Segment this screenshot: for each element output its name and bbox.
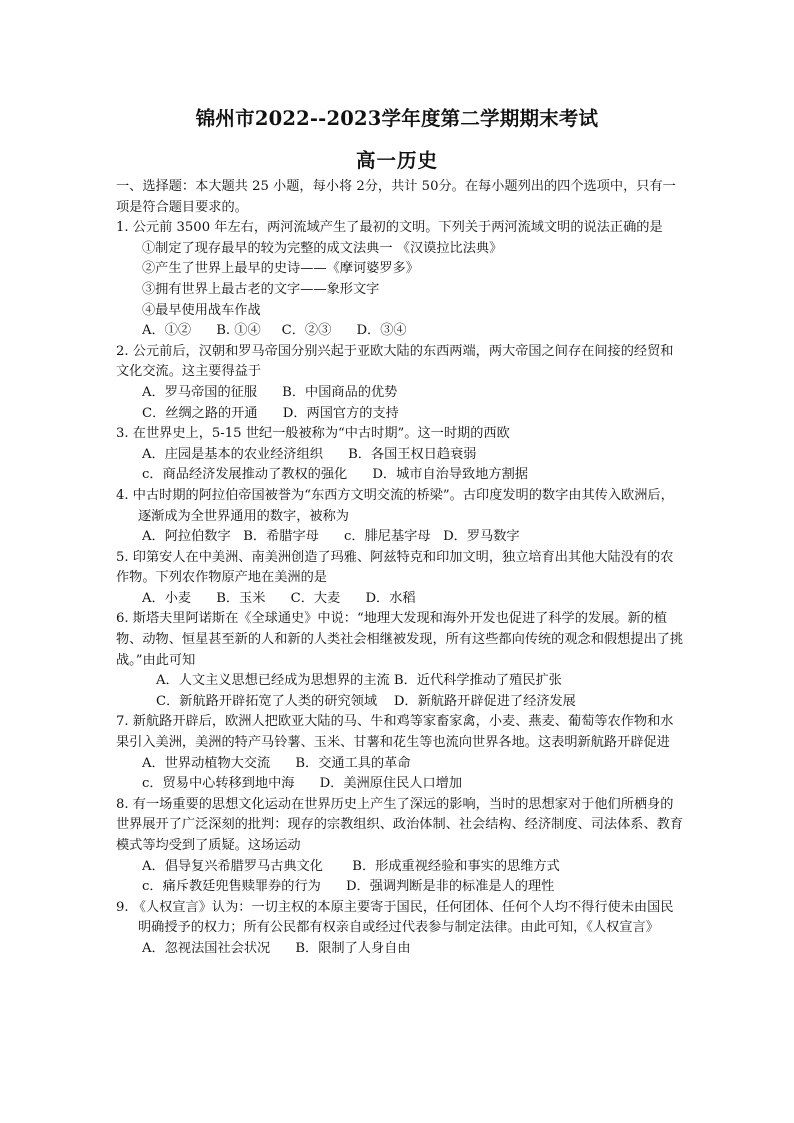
question-6-stem: 6. 斯塔夫里阿诺斯在《全球通史》中说：“地理大发现和海外开发也促进了科学的发展。新的植物、动物、恒星甚至新的人和新的人类社会相继被发现，所有这些都向传统的观念和假想提出了挑战。”由此可知 (116, 611, 684, 668)
question-2-stem: 2. 公元前后，汉朝和罗马帝国分别兴起于亚欧大陆的东西两端，两大帝国之间存在间接的经贸和文化交流。这主要得益于 (116, 343, 674, 380)
question-1-item-1: ①制定了现存最早的较为完整的成文法典一 《汉谟拉比法典》 (142, 240, 503, 256)
question-7-stem: 7. 新航路开辟后，欧洲人把欧亚大陆的马、牛和鸡等家畜家禽，小麦、燕麦、葡萄等农作物和水果引入美洲，美洲的特产马铃薯、玉米、甘薯和花生等也流向世界各地。这表明新航路开辟促进 (116, 714, 674, 751)
question-9-stem: 9. 《人权宣言》认为：一切主权的本原主要寄于国民，任何团体、任何个人均不得行使未由国民明确授予的权力；所有公民都有权亲自或经过代表参与制定法律。由此可知，《人权宣言》 (116, 899, 674, 936)
question-1-item-4: ④最早使用战车作战 (142, 302, 261, 318)
section-intro: 一、选择题：本大题共 25 小题，每小将 2分，共计 50分。在每小题列出的四个选项中，只有一项是符合题目要求的。 (116, 179, 676, 215)
exam-content (116, 177, 684, 960)
question-2-options-row-2: C．丝绸之路的开通 D．两国官方的支持 (142, 405, 399, 421)
question-9-options-row-1: A．忽视法国社会状况 B．限制了人身自由 (142, 940, 411, 956)
question-1-item-2: ②产生了世界上最早的史诗——《摩诃婆罗多》 (142, 261, 419, 277)
question-3-options-row-2: c．商品经济发展推动了教权的强化 D．城市自治导致地方割据 (142, 467, 528, 483)
question-5-stem: 5. 印第安人在中美洲、南美洲创造了玛雅、阿兹特克和印加文明，独立培育出其他大陆没有的农作物。下列农作物原产地在美洲的是 (116, 549, 674, 586)
exam-subject: 高一历史 (355, 149, 438, 172)
question-8-options-row-2: c．痛斥教廷兜售赎罪券的行为 D．强调判断是非的标准是人的理性 (142, 879, 555, 895)
question-8-stem: 8. 有一场重要的思想文化运动在世界历史上产生了深远的影响，当时的思想家对于他们所栖身的世界展开了广泛深刻的批判：现存的宗教组织、政治体制、社会结构、经济制度、司法体系、教育模式等均受到了质疑。这场运动 (116, 796, 684, 853)
question-7-options-row-2: c．贸易中心转移到地中海 D．美洲原住民人口增加 (142, 776, 463, 792)
question-4-options: A．阿拉伯数字 B．希腊字母 c．腓尼基字母 D．罗马数字 (142, 529, 520, 545)
question-2-options-row-1: A．罗马帝国的征服 B．中国商品的优势 (142, 384, 398, 400)
question-8-options-row-1: A．倡导复兴希腊罗马古典文化 B．形成重视经验和事实的思维方式 (142, 858, 560, 874)
question-6-options-row-1: A．人文主义思想已经成为思想界的主流 B．近代科学推动了殖民扩张 (156, 673, 562, 689)
exam-title: 锦州市2022--2023学年度第二学期期末考试 (195, 107, 599, 130)
question-4-stem: 4. 中古时期的阿拉伯帝国被誉为“东西方文明交流的桥梁”。古印度发明的数字由其传入欧洲后，逐渐成为全世界通用的数字，被称为 (116, 487, 674, 524)
question-7-options-row-1: A．世界动植物大交流 B．交通工具的革命 (142, 755, 411, 771)
question-1-item-3: ③拥有世界上最古老的文字——象形文字 (142, 281, 380, 297)
question-3-stem: 3. 在世界史上，5-15 世纪一般被称为“中古时期”。这一时期的西欧 (116, 426, 510, 442)
question-1-options: A．①② B. ①④ C．②③ D．③④ (142, 323, 407, 339)
question-3-options-row-1: A．庄园是基本的农业经济组织 B．各国王权日趋衰弱 (142, 446, 477, 462)
question-1-stem: 1. 公元前 3500 年左右，两河流域产生了最初的文明。下列关于两河流域文明的说法正确的是 (116, 220, 663, 236)
question-6-options-row-2: C．新航路开辟拓宽了人类的研究领域 D．新航路开辟促进了经济发展 (156, 693, 576, 709)
question-5-options: A．小麦 B．玉米 C．大麦 D．水稻 (142, 590, 416, 606)
